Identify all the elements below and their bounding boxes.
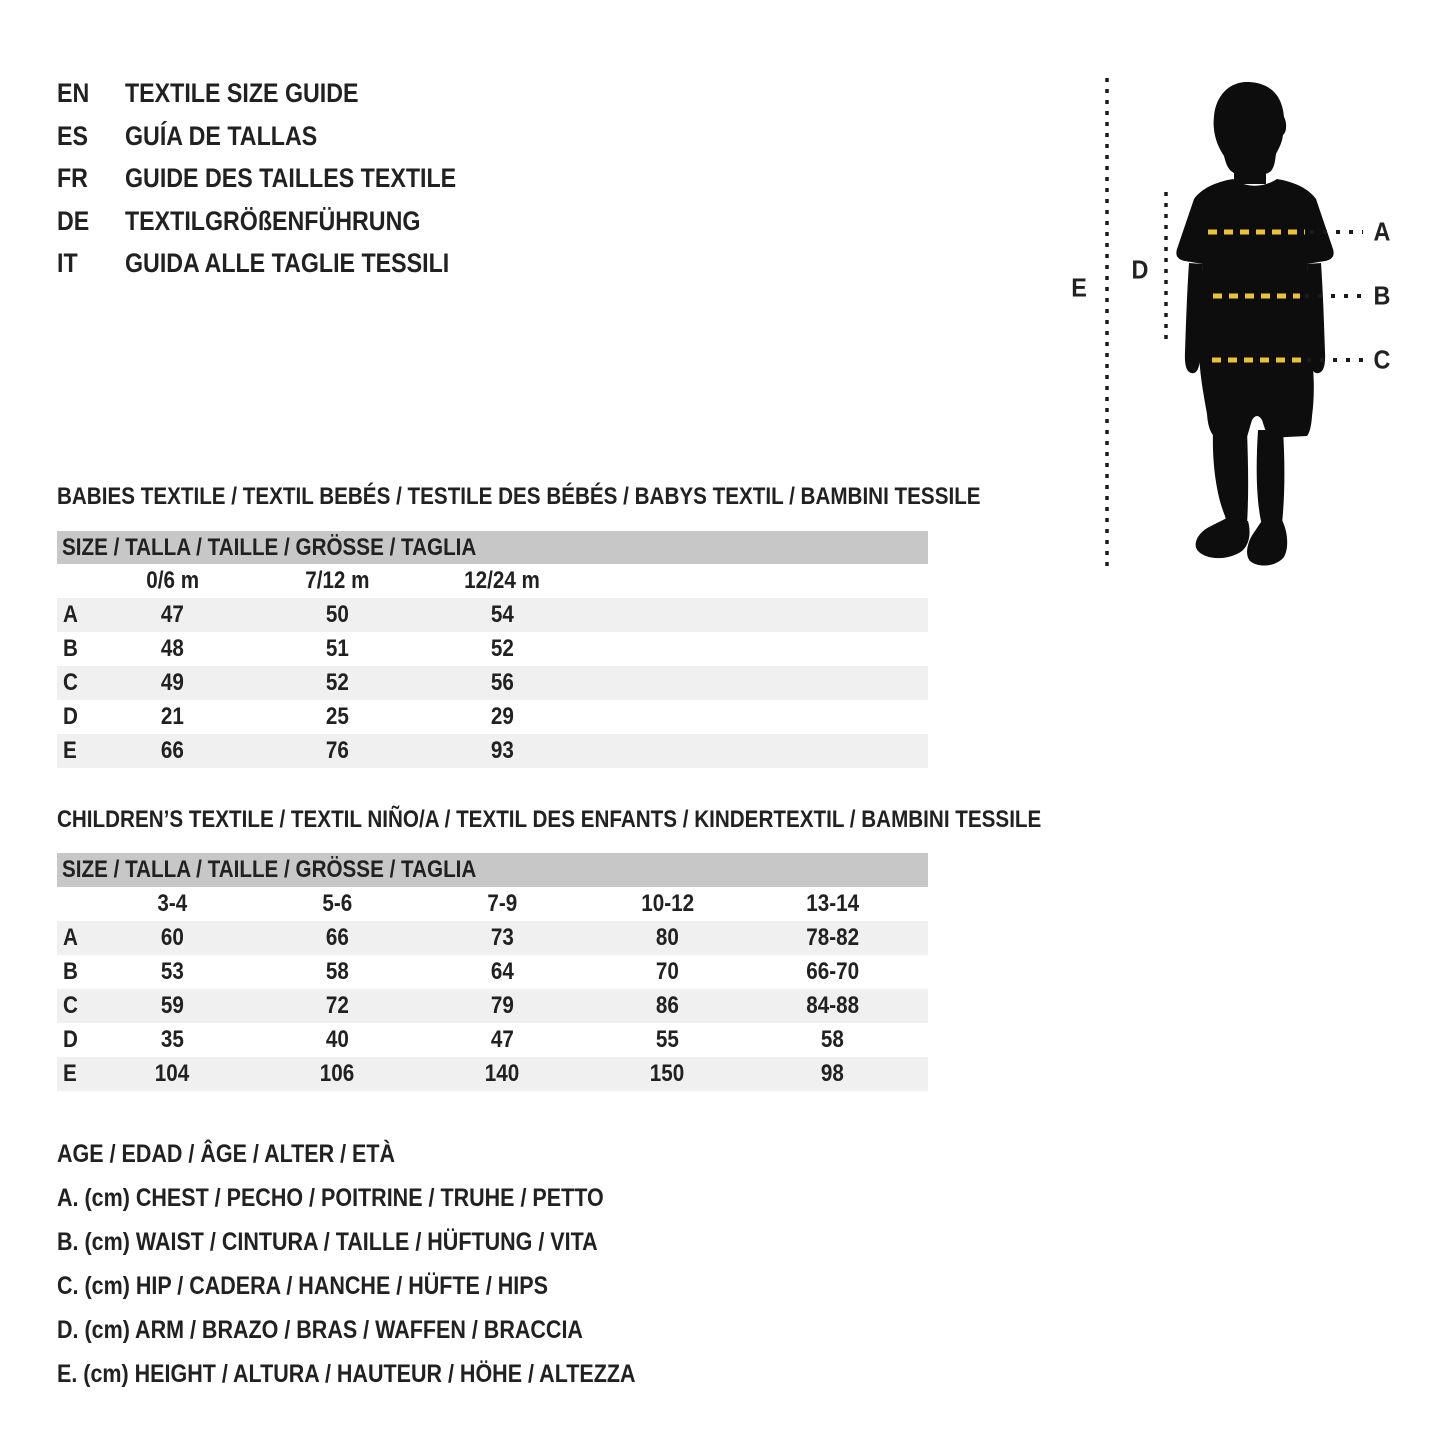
- babies-col-1: 7/12 m: [305, 567, 370, 594]
- children-col-1: 5-6: [322, 890, 353, 917]
- title-en: TEXTILE SIZE GUIDE: [125, 78, 359, 108]
- babies-col-2: 12/24 m: [464, 567, 541, 594]
- lang-code-it: IT: [57, 248, 78, 278]
- lang-code-de: DE: [57, 205, 90, 236]
- figure-label-arm: D: [1131, 254, 1149, 285]
- children-column-header-row: [57, 887, 928, 921]
- babies-column-header-row: [57, 564, 928, 598]
- legend-age: AGE / EDAD / ÂGE / ALTER / ETÀ: [57, 1140, 396, 1168]
- table-row: A 47 50 54: [57, 598, 928, 632]
- babies-size-header: SIZE / TALLA / TAILLE / GRÖSSE / TAGLIA: [62, 533, 477, 561]
- children-col-2: 7-9: [487, 890, 518, 917]
- legend-chest: A. (cm) CHEST / PECHO / POITRINE / TRUHE / PETTO: [57, 1184, 604, 1212]
- title-de: TEXTILGRÖßENFÜHRUNG: [125, 205, 421, 236]
- title-it: GUIDA ALLE TAGLIE TESSILI: [125, 248, 450, 278]
- table-row: C 59 72 79 86 84-88: [57, 989, 928, 1023]
- table-row: C 49 52 56: [57, 666, 928, 700]
- babies-table-header-bar: [57, 531, 928, 564]
- title-es: GUÍA DE TALLAS: [125, 120, 318, 151]
- figure-label-height: E: [1071, 272, 1087, 303]
- table-row: E 66 76 93: [57, 734, 928, 768]
- table-row: B 53 58 64 70 66-70: [63, 958, 859, 985]
- lang-code-es: ES: [57, 120, 88, 151]
- table-row: D 35 40 47 55 58: [63, 1026, 844, 1053]
- lang-code-en: EN: [57, 78, 90, 108]
- children-col-0: 3-4: [157, 890, 188, 917]
- children-size-table: [57, 853, 928, 1091]
- babies-size-table: [57, 531, 928, 768]
- children-section-title: CHILDREN’S TEXTILE / TEXTIL NIÑO/A / TEXTIL DES ENFANTS / KINDERTEXTIL / BAMBINI TESSILE: [57, 806, 1042, 833]
- legend-arm: D. (cm) ARM / BRAZO / BRAS / WAFFEN / BRACCIA: [57, 1316, 583, 1344]
- table-row: E 104 106 140 150 98: [57, 1057, 928, 1091]
- child-silhouette: [1176, 82, 1333, 566]
- children-table-header-bar: [57, 853, 928, 887]
- legend-waist: B. (cm) WAIST / CINTURA / TAILLE / HÜFTUNG / VITA: [57, 1228, 598, 1256]
- figure-label-hip: C: [1373, 344, 1391, 375]
- children-size-header: SIZE / TALLA / TAILLE / GRÖSSE / TAGLIA: [62, 856, 477, 883]
- table-row: D 21 25 29: [63, 703, 514, 730]
- lang-code-fr: FR: [57, 163, 88, 193]
- legend-hip: C. (cm) HIP / CADERA / HANCHE / HÜFTE / HIPS: [57, 1272, 548, 1300]
- figure-label-waist: B: [1373, 280, 1391, 311]
- table-row: A 60 66 73 80 78-82: [57, 921, 928, 955]
- legend-height: E. (cm) HEIGHT / ALTURA / HAUTEUR / HÖHE / ALTEZZA: [57, 1360, 636, 1388]
- babies-col-0: 0/6 m: [146, 567, 199, 594]
- figure-label-chest: A: [1373, 216, 1391, 247]
- children-col-3: 10-12: [641, 890, 694, 917]
- title-fr: GUIDE DES TAILLES TEXTILE: [125, 163, 457, 193]
- table-row: B 48 51 52: [63, 635, 514, 662]
- measurement-legend: [57, 1132, 730, 1396]
- babies-section-title: BABIES TEXTILE / TEXTIL BEBÉS / TESTILE DES BÉBÉS / BABYS TEXTIL / BAMBINI TESSILE: [57, 483, 981, 510]
- children-col-4: 13-14: [806, 890, 859, 917]
